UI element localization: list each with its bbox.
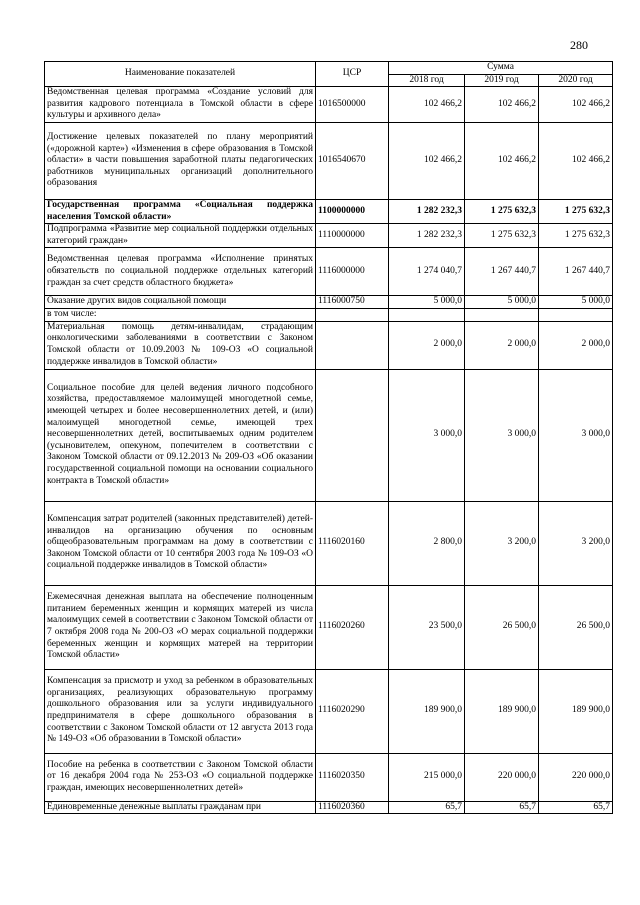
table-row bbox=[45, 753, 613, 801]
row-value-2018-cell bbox=[389, 308, 465, 321]
row-value-2020-cell: 1 275 632,3 bbox=[539, 224, 613, 248]
row-value-2020-cell: 26 500,0 bbox=[539, 585, 613, 669]
row-code-cell bbox=[316, 369, 389, 501]
table-row bbox=[45, 122, 613, 199]
table-row bbox=[45, 308, 613, 321]
row-code-cell: 1016500000 bbox=[316, 87, 389, 123]
row-value-2018-cell: 215 000,0 bbox=[389, 753, 465, 801]
row-code-cell: 1116020260 bbox=[316, 585, 389, 669]
table-row bbox=[45, 801, 613, 814]
table-row bbox=[45, 585, 613, 669]
row-value-2020-cell: 1 267 440,7 bbox=[539, 248, 613, 296]
budget-table bbox=[44, 61, 613, 814]
row-value-2020-cell: 189 900,0 bbox=[539, 669, 613, 753]
table-row bbox=[45, 669, 613, 753]
row-value-2020-cell: 2 000,0 bbox=[539, 321, 613, 369]
row-value-2020-cell: 5 000,0 bbox=[539, 296, 613, 309]
header-sum: Сумма bbox=[389, 62, 613, 75]
row-name-cell: Социальное пособие для целей ведения личного подсобного хозяйства, предоставляемое малоимущей многодетной семье, имеющей четырех и более несовершеннолетних детей, и (или) малоимущей многодетной семье, имеющей трех несовершеннолетних детей, воспитываемых одним родителем (усыновителем, опекуном, попечителем в соответствии с Законом Томской области от 09.12.2013 № 209-ОЗ «Об оказании государственной социальной помощи на основании социального контракта в Томской области» bbox=[45, 369, 316, 501]
row-value-2019-cell: 189 900,0 bbox=[465, 669, 539, 753]
row-value-2019-cell: 65,7 bbox=[465, 801, 539, 814]
table-body bbox=[45, 87, 613, 814]
row-value-2020-cell: 102 466,2 bbox=[539, 122, 613, 199]
header-year-2020: 2020 год bbox=[539, 74, 613, 87]
row-name-cell: Ведомственная целевая программа «Создание условий для развития кадрового потенциала в Томской области в сфере культуры и архивного дела» bbox=[45, 87, 316, 123]
table-header bbox=[45, 62, 613, 87]
row-code-cell bbox=[316, 308, 389, 321]
row-value-2019-cell: 1 275 632,3 bbox=[465, 224, 539, 248]
table-row bbox=[45, 224, 613, 248]
row-value-2020-cell: 102 466,2 bbox=[539, 87, 613, 123]
row-value-2020-cell: 3 000,0 bbox=[539, 369, 613, 501]
row-name-cell: Единовременные денежные выплаты гражданам при bbox=[45, 801, 316, 814]
row-value-2019-cell: 1 267 440,7 bbox=[465, 248, 539, 296]
row-value-2018-cell: 1 274 040,7 bbox=[389, 248, 465, 296]
row-value-2019-cell: 1 275 632,3 bbox=[465, 199, 539, 223]
table-row bbox=[45, 321, 613, 369]
table-row bbox=[45, 296, 613, 309]
row-name-cell: Подпрограмма «Развитие мер социальной поддержки отдельных категорий граждан» bbox=[45, 224, 316, 248]
row-value-2018-cell: 2 800,0 bbox=[389, 501, 465, 585]
row-code-cell: 1116020360 bbox=[316, 801, 389, 814]
row-value-2019-cell: 220 000,0 bbox=[465, 753, 539, 801]
row-value-2019-cell: 2 000,0 bbox=[465, 321, 539, 369]
row-code-cell: 1116020350 bbox=[316, 753, 389, 801]
row-name-cell: Компенсация за присмотр и уход за ребенком в образовательных организациях, реализующих образовательную программу дошкольного образования или за услуги индивидуального предпринимателя в сфере дошкольного образования в соответствии с Законом Томской области от 12 августа 2013 года № 149-ОЗ «Об образовании в Томской области» bbox=[45, 669, 316, 753]
row-value-2020-cell: 65,7 bbox=[539, 801, 613, 814]
row-name-cell: Ежемесячная денежная выплата на обеспечение полноценным питанием беременных женщин и кормящих матерей из числа малоимущих семей в соответствии с Законом Томской области от 7 октября 2008 года № 200-ОЗ «О мерах социальной поддержки беременных женщин и кормящих матерей на территории Томской области» bbox=[45, 585, 316, 669]
row-name-cell: Компенсация затрат родителей (законных представителей) детей-инвалидов на организацию обучения по основным общеобразовательным программам на дому в соответствии с Законом Томской области от 10 сентября 2003 года № 109-ОЗ «О социальной поддержке инвалидов в Томской области» bbox=[45, 501, 316, 585]
row-value-2018-cell: 102 466,2 bbox=[389, 87, 465, 123]
row-value-2019-cell: 3 200,0 bbox=[465, 501, 539, 585]
row-value-2020-cell: 1 275 632,3 bbox=[539, 199, 613, 223]
row-code-cell: 1116020160 bbox=[316, 501, 389, 585]
row-value-2019-cell: 102 466,2 bbox=[465, 87, 539, 123]
row-value-2019-cell: 3 000,0 bbox=[465, 369, 539, 501]
header-year-2018: 2018 год bbox=[389, 74, 465, 87]
table-row bbox=[45, 501, 613, 585]
row-name-cell: в том числе: bbox=[45, 308, 316, 321]
row-value-2019-cell bbox=[465, 308, 539, 321]
header-name: Наименование показателей bbox=[45, 62, 316, 87]
row-value-2018-cell: 189 900,0 bbox=[389, 669, 465, 753]
row-value-2020-cell bbox=[539, 308, 613, 321]
row-value-2018-cell: 2 000,0 bbox=[389, 321, 465, 369]
row-code-cell: 1116000750 bbox=[316, 296, 389, 309]
row-value-2018-cell: 5 000,0 bbox=[389, 296, 465, 309]
table-row bbox=[45, 248, 613, 296]
row-name-cell: Материальная помощь детям-инвалидам, страдающим онкологическими заболеваниями в соответствии с Законом Томской области от 10.09.2003 № 109-ОЗ «О социальной поддержке инвалидов в Томской области» bbox=[45, 321, 316, 369]
table-row bbox=[45, 87, 613, 123]
row-code-cell: 1116020290 bbox=[316, 669, 389, 753]
header-code: ЦСР bbox=[316, 62, 389, 87]
table-row bbox=[45, 369, 613, 501]
table-row bbox=[45, 199, 613, 223]
header-year-2019: 2019 год bbox=[465, 74, 539, 87]
row-name-cell: Достижение целевых показателей по плану мероприятий («дорожной карте») «Изменения в сфере образования в Томской области» в части повышения заработной платы педагогических работников муниципальных организаций дополнительного образования bbox=[45, 122, 316, 199]
row-value-2018-cell: 102 466,2 bbox=[389, 122, 465, 199]
page-number: 280 bbox=[570, 38, 588, 52]
row-value-2020-cell: 3 200,0 bbox=[539, 501, 613, 585]
row-value-2018-cell: 3 000,0 bbox=[389, 369, 465, 501]
row-name-cell: Оказание других видов социальной помощи bbox=[45, 296, 316, 309]
row-value-2018-cell: 65,7 bbox=[389, 801, 465, 814]
row-value-2018-cell: 23 500,0 bbox=[389, 585, 465, 669]
row-value-2019-cell: 26 500,0 bbox=[465, 585, 539, 669]
row-code-cell: 1016540670 bbox=[316, 122, 389, 199]
row-name-cell: Ведомственная целевая программа «Исполнение принятых обязательств по социальной поддержке отдельных категорий граждан за счет средств областного бюджета» bbox=[45, 248, 316, 296]
row-value-2019-cell: 5 000,0 bbox=[465, 296, 539, 309]
row-code-cell bbox=[316, 321, 389, 369]
row-code-cell: 1110000000 bbox=[316, 224, 389, 248]
row-value-2018-cell: 1 282 232,3 bbox=[389, 224, 465, 248]
row-value-2019-cell: 102 466,2 bbox=[465, 122, 539, 199]
row-code-cell: 1116000000 bbox=[316, 248, 389, 296]
row-name-cell: Пособие на ребенка в соответствии с Законом Томской области от 16 декабря 2004 года № 253-ОЗ «О социальной поддержке граждан, имеющих несовершеннолетних детей» bbox=[45, 753, 316, 801]
row-value-2020-cell: 220 000,0 bbox=[539, 753, 613, 801]
row-value-2018-cell: 1 282 232,3 bbox=[389, 199, 465, 223]
row-code-cell: 1100000000 bbox=[316, 199, 389, 223]
row-name-cell: Государственная программа «Социальная поддержка населения Томской области» bbox=[45, 199, 316, 223]
